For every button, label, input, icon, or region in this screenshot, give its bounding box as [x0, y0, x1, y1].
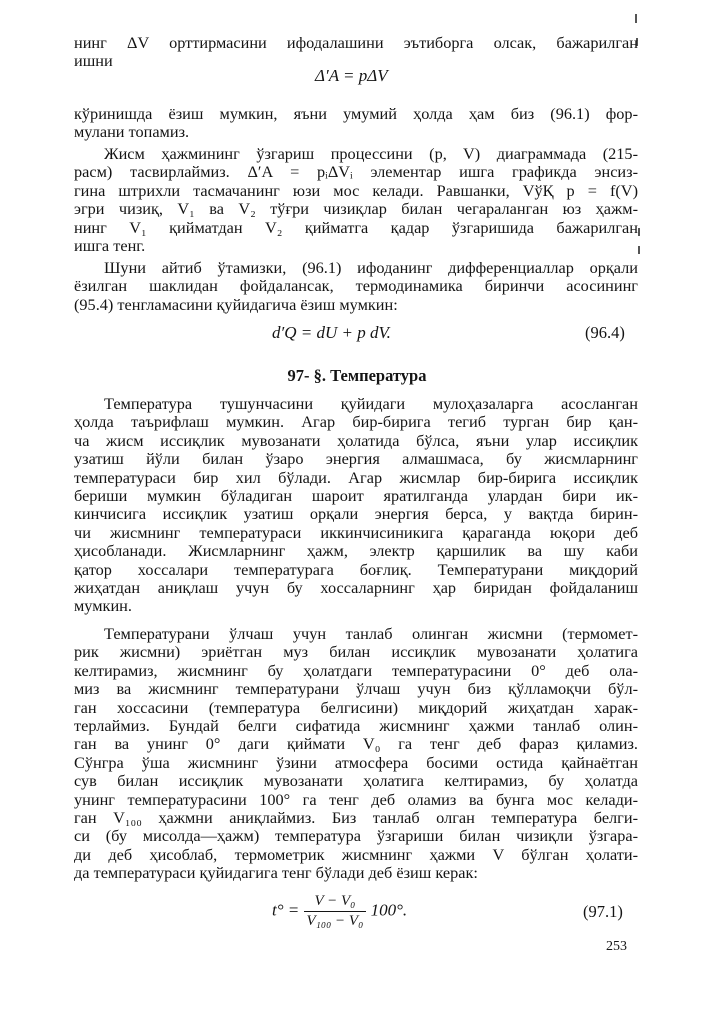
formula-work: Δ′A = pΔV: [315, 66, 388, 85]
text-line: унинг температурасини 100° га тенг деб оламиз ва бунга мос келади-: [74, 790, 638, 809]
scan-edge-mark: [638, 246, 640, 254]
text-line: ишни: [74, 52, 113, 71]
paragraph-6: [74, 625, 638, 882]
text-line: мулани топамиз.: [74, 123, 190, 142]
text-line: терлаймиз. Бундай белги сифатида жисмнинг ҳажми танлаб олин-: [74, 716, 638, 735]
text-line: кўринишда ёзиш мумкин, яъни умумий ҳолда ҳам биз (96.1) фор-: [74, 105, 638, 123]
text-line: сув билан иссиқлик мувозанати ҳолатига келтирамиз, бу ҳолатда: [74, 772, 638, 791]
text-line: ди деб ҳисоблаб, термометрик жисмнинг ҳажми V бўлган ҳолати-: [74, 845, 638, 864]
text-line: ган V₁₀₀ ҳажмни аниқлаймиз. Биз танлаб олган температура белги-: [74, 808, 638, 827]
text-line: қатор хоссалари температурага боғлиқ. Температурани миқдорий: [74, 560, 638, 579]
text-line: да температураси қуйидагига тенг бўлади деб ёзиш керак:: [74, 864, 478, 883]
paragraph-3: [74, 145, 638, 255]
formula-temperature: [272, 893, 407, 930]
text-line: ҳисобланади. Жисмларнинг ҳажм, электр қаршилик ва шу каби: [74, 542, 638, 561]
paragraph-5: [74, 395, 638, 616]
text-line: узатиш йўли билан ўзаро энергия алмашмаса, бу жисмларнинг: [74, 450, 638, 469]
text-line: миз ва жисмнинг температурани ўлчаш учун биз қўлламоқчи бўл-: [74, 680, 638, 699]
text-line: ёзилган шаклидан фойдалансак, термодинамика биринчи асосининг: [74, 277, 638, 296]
text-line: Сўнгра ўша жисмнинг ўзини атмосфера босими остида қайнаётган: [74, 753, 638, 772]
text-line: Температура тушунчасини қуйидаги мулоҳазаларга асосланган: [104, 395, 638, 413]
text-line: чи жисмнинг температураси иккинчисиникига қараганда юқори деб: [74, 523, 638, 542]
text-line: рик жисмни) эриётган муз билан иссиқлик мувозанати ҳолатига: [74, 643, 638, 662]
text-line: температураси бир хил бўлади. Агар жисмлар бир-бирига иссиқлик: [74, 468, 638, 487]
formula-rhs: 100°.: [370, 900, 408, 920]
scan-edge-mark: [635, 14, 637, 23]
text-line: эгри чизиқ, V₁ ва V₂ тўғри чизиқлар билан чегараланган юз ҳажм-: [74, 200, 638, 219]
formula-first-law: d′Q = dU + p dV.: [272, 323, 391, 342]
paragraph-4: [74, 259, 638, 314]
paragraph-2: [74, 105, 638, 142]
fraction-numerator: V − V₀: [304, 893, 367, 912]
text-line: ган ва унинг 0° даги қиймати V₀ га тенг деб фараз қиламиз.: [74, 735, 638, 754]
text-line: кинчисига иссиқлик узатиш орқали энергия берса, у вақтда бирин-: [74, 505, 638, 524]
text-line: гина штрихли тасмачанинг юзи мос келади. Равшанки, VўҚ p = f(V): [74, 181, 638, 200]
text-line: нинг ΔV орттирмасини ифодалашини эътиборга олсак, бажарилган: [74, 34, 638, 52]
text-line: нинг V₁ қийматдан V₂ қийматга қадар ўзгаришида бажарилган: [74, 218, 638, 237]
fraction-denominator: V₁₀₀ − V₀: [306, 913, 364, 929]
text-line: келтирамиз, жисмнинг бу ҳолатдаги температурасини 0° деб ола-: [74, 661, 638, 680]
text-line: жиҳатдан аниқлаш учун бу хоссаларнинг ҳар биридан фойдаланиш: [74, 578, 638, 597]
text-line: (95.4) тенгламасини қуйидагича ёзиш мумкин:: [74, 295, 398, 314]
text-line: Шуни айтиб ўтамизки, (96.1) ифоданинг дифференциаллар орқали: [104, 259, 638, 277]
text-line: ишга тенг.: [74, 236, 146, 255]
text-line: ган хоссасини (температура белгисини) миқдорий жиҳатдан харак-: [74, 698, 638, 717]
section-heading: 97- §. Температура: [287, 366, 427, 385]
text-line: ча жисм иссиқлик мувозанати ҳолатида бўлса, яъни улар иссиқлик: [74, 431, 638, 450]
scan-edge-mark: [638, 228, 640, 236]
formula-lhs: t° =: [272, 900, 300, 920]
text-line: Температурани ўлчаш учун танлаб олинган жисмни (термомет-: [104, 625, 638, 643]
equation-number: (96.4): [585, 323, 625, 342]
text-line: расм) тасвирлаймиз. Δ′A = pᵢΔVᵢ элементар ишга графикда энсиз-: [74, 163, 638, 182]
text-line: бериши мумкин бўладиган шароит яратилганда улардан бири ик-: [74, 486, 638, 505]
formula-fraction: [304, 893, 367, 930]
equation-number: (97.1): [583, 902, 623, 921]
text-line: ҳолда таърифлаш мумкин. Агар бир-бирига тегиб турган бир қан-: [74, 413, 638, 432]
text-line: си (бу мисолда—ҳажм) температура ўзгариши билан чизиқли ўзгара-: [74, 827, 638, 846]
text-line: Жисм ҳажмининг ўзгариш процессини (p, V) диаграммада (215-: [104, 145, 638, 163]
page-number: 253: [606, 939, 627, 954]
text-line: мумкин.: [74, 597, 132, 616]
